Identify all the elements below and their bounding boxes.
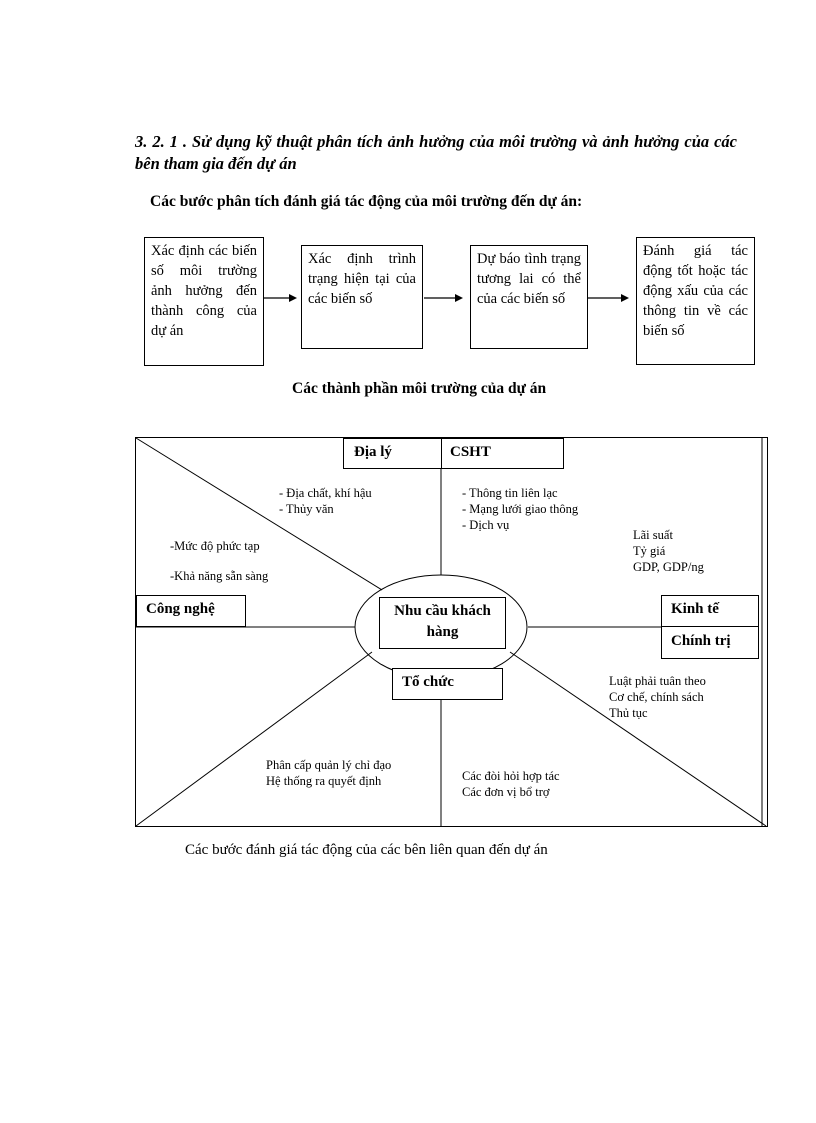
dia-ly-label: Địa lý: [354, 444, 392, 460]
footer-caption: Các bước đánh giá tác động của các bên liên quan đến dự án: [185, 842, 548, 858]
diagonal-bottom-left: [136, 652, 372, 826]
cong-nghe-note-2: -Khả năng sẵn sàng: [170, 569, 269, 583]
csht-note: - Dịch vụ: [462, 518, 510, 532]
kinh-te-note-list: [633, 527, 704, 575]
chinh-tri-label: Chính trị: [671, 633, 731, 649]
chinh-tri-note: Cơ chế, chính sách: [609, 690, 704, 704]
to-chuc-label: Tổ chức: [402, 674, 454, 690]
step-1-box: Xác định các biến số môi trường ảnh hưởng đến thành công của dự án: [144, 237, 264, 366]
chinh-tri-box: [661, 626, 759, 659]
to-chuc-right-note-list: [462, 768, 560, 800]
csht-box: [441, 438, 564, 469]
kinh-te-box: [661, 595, 759, 627]
center-label: Nhu cầu khách hàng: [394, 603, 491, 640]
dia-ly-note-list: [279, 485, 372, 517]
section-subheading: Các bước phân tích đánh giá tác động của môi trường đến dự án:: [150, 193, 583, 210]
center-box: [379, 597, 506, 649]
to-chuc-box: [392, 668, 503, 700]
kinh-te-label: Kinh tế: [671, 601, 719, 617]
diagram-caption: Các thành phần môi trường của dự án: [292, 380, 547, 397]
step-4-box: Đánh giá tác động tốt hoặc tác động xấu của các thông tin về các biến số: [636, 237, 755, 365]
dia-ly-box: [343, 438, 442, 469]
cong-nghe-note-1: -Mức độ phức tạp: [170, 539, 260, 553]
chinh-tri-note: Luật phải tuân theo: [609, 674, 706, 688]
chinh-tri-note-list: [609, 673, 706, 721]
csht-note: - Thông tin liên lạc: [462, 486, 558, 500]
to-chuc-right-note: Các đơn vị bổ trợ: [462, 785, 550, 799]
chinh-tri-note: Thủ tục: [609, 706, 648, 720]
csht-label: CSHT: [450, 444, 491, 460]
to-chuc-left-note: Hệ thống ra quyết định: [266, 774, 382, 788]
to-chuc-left-note-list: [266, 757, 391, 789]
cong-nghe-box: [136, 595, 246, 627]
csht-note-list: [462, 485, 578, 533]
cong-nghe-label: Công nghệ: [146, 601, 215, 617]
section-heading: 3. 2. 1 . Sử dụng kỹ thuật phân tích ảnh hưởng của môi trường và ảnh hưởng của các bên tham gia đến dự án: [135, 132, 737, 173]
to-chuc-left-note: Phân cấp quản lý chỉ đạo: [266, 758, 392, 772]
step-2-box: Xác định trình trạng hiện tại của các biến số: [301, 245, 423, 349]
dia-ly-note: - Thủy văn: [279, 502, 334, 516]
kinh-te-note: Tỷ giá: [633, 544, 666, 558]
to-chuc-right-note: Các đòi hỏi hợp tác: [462, 769, 560, 783]
csht-note: - Mạng lưới giao thông: [462, 502, 579, 516]
kinh-te-note: GDP, GDP/ng: [633, 560, 704, 574]
step-3-box: Dự báo tình trạng tương lai có thể của các biến số: [470, 245, 588, 349]
dia-ly-note: - Địa chất, khí hậu: [279, 486, 372, 500]
kinh-te-note: Lãi suất: [633, 528, 673, 542]
